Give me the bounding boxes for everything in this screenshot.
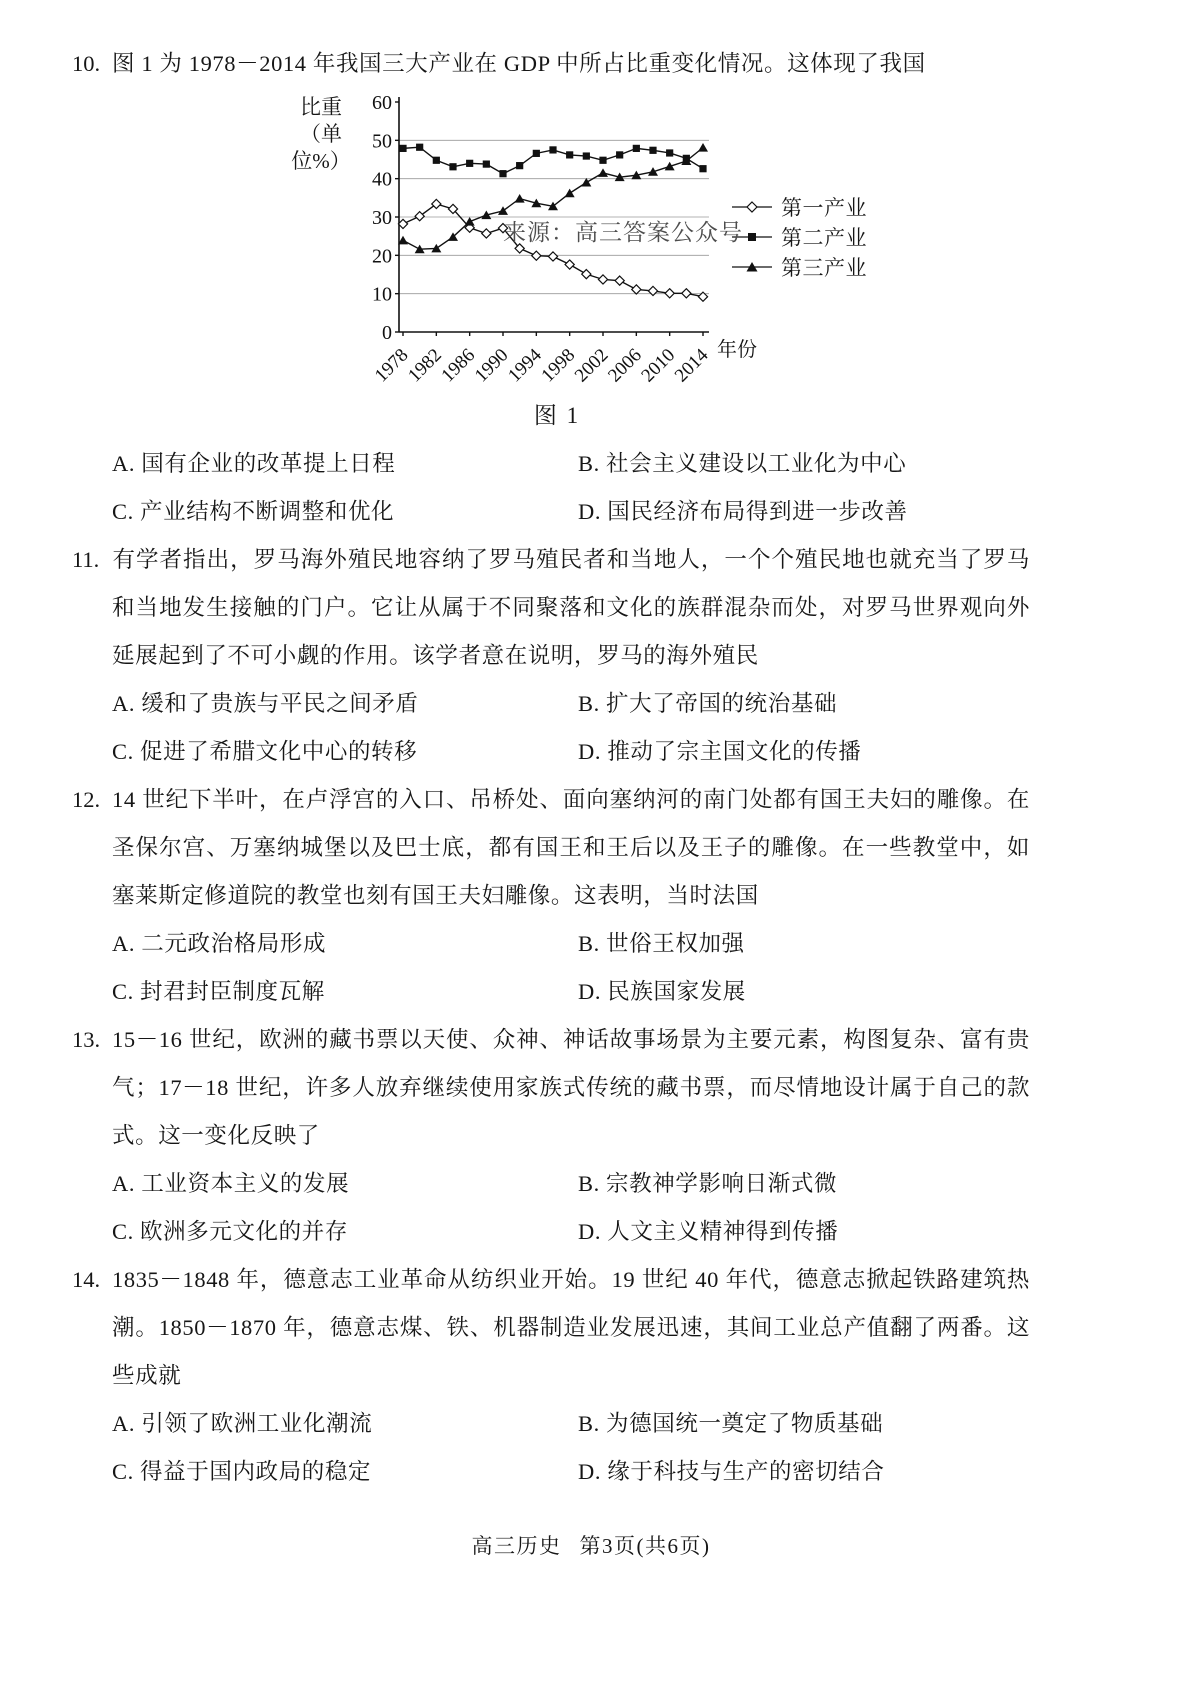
svg-text:2006: 2006 <box>604 344 646 387</box>
svg-text:40: 40 <box>372 168 392 191</box>
svg-text:1982: 1982 <box>404 344 446 387</box>
option-d: D. 国民经济布局得到进一步改善 <box>578 499 908 524</box>
question-number: 14. <box>72 1267 101 1292</box>
option-b: B. 社会主义建设以工业化为中心 <box>578 451 907 476</box>
svg-text:10: 10 <box>372 283 392 306</box>
question-stem-text: 15－16 世纪，欧洲的藏书票以天使、众神、神话故事场景为主要元素，构图复杂、富有贵气；17－18 世纪，许多人放弃继续使用家族式传统的藏书票，而尽情地设计属于自己的款式。这一变化反映了 <box>112 1027 1030 1148</box>
question-stem-text: 14 世纪下半叶，在卢浮宫的入口、吊桥处、面向塞纳河的南门处都有国王夫妇的雕像。在圣保尔宫、万塞纳城堡以及巴士底，都有国王和王后以及王子的雕像。在一些教堂中，如塞莱斯定修道院的教堂也刻有国王夫妇雕像。这表明，当时法国 <box>112 787 1030 908</box>
legend-label: 第二产业 <box>781 226 867 250</box>
figure-caption: 图 1 <box>533 403 581 428</box>
option-c: C. 产业结构不断调整和优化 <box>112 499 395 524</box>
question-stem-text: 图 1 为 1978－2014 年我国三大产业在 GDP 中所占比重变化情况。这体现了我国 <box>112 51 926 76</box>
options-question-11 <box>112 680 1052 776</box>
option-a: A. 工业资本主义的发展 <box>112 1171 350 1196</box>
svg-text:2010: 2010 <box>637 344 680 387</box>
svg-text:20: 20 <box>372 245 392 268</box>
question-14 <box>72 1256 1110 1496</box>
svg-text:2002: 2002 <box>570 344 613 387</box>
options-question-13 <box>112 1160 1052 1256</box>
question-13 <box>72 1016 1110 1256</box>
question-stem <box>72 40 1030 88</box>
option-c: C. 封君封臣制度瓦解 <box>112 979 325 1004</box>
question-number: 10. <box>72 51 101 76</box>
svg-text:2014: 2014 <box>670 344 713 387</box>
legend-label: 第一产业 <box>781 196 867 220</box>
question-stem-text: 有学者指出，罗马海外殖民地容纳了罗马殖民者和当地人，一个个殖民地也就充当了罗马和当地发生接触的门户。它让从属于不同聚落和文化的族群混杂而处，对罗马世界观向外延展起到了不可小觑的作用。该学者意在说明，罗马的海外殖民 <box>112 547 1030 668</box>
question-10 <box>72 40 1110 536</box>
option-b: B. 扩大了帝国的统治基础 <box>578 691 838 716</box>
question-number: 12. <box>72 787 101 812</box>
option-a: A. 引领了欧洲工业化潮流 <box>112 1411 373 1436</box>
question-11 <box>72 536 1110 776</box>
question-12 <box>72 776 1110 1016</box>
svg-text:30: 30 <box>372 207 392 229</box>
option-d: D. 人文主义精神得到传播 <box>578 1219 839 1244</box>
footer-page: 第3页(共6页) <box>579 1534 711 1558</box>
question-stem-text: 1835－1848 年，德意志工业革命从纺织业开始。19 世纪 40 年代，德意志掀起铁路建筑热潮。1850－1870 年，德意志煤、铁、机器制造业发展迅速，其间工业总产值翻了两番。这些成就 <box>112 1267 1030 1388</box>
svg-text:50: 50 <box>372 130 392 153</box>
page-footer <box>72 1522 1110 1570</box>
question-number: 11. <box>72 547 100 572</box>
question-stem <box>72 536 1030 680</box>
svg-text:60: 60 <box>372 92 392 114</box>
svg-text:1990: 1990 <box>470 344 513 387</box>
option-b: B. 世俗王权加强 <box>578 931 745 956</box>
legend-item-secondary <box>732 222 867 252</box>
options-question-12 <box>112 920 1052 1016</box>
y-axis-title: 比重 （单位%） <box>291 95 351 173</box>
legend-diamond-icon <box>732 200 772 214</box>
svg-text:1998: 1998 <box>537 344 580 387</box>
option-c: C. 欧洲多元文化的并存 <box>112 1219 348 1244</box>
legend-label: 第三产业 <box>781 256 867 280</box>
option-a: A. 缓和了贵族与平民之间矛盾 <box>112 691 419 716</box>
legend-item-tertiary <box>732 252 867 282</box>
option-b: B. 为德国统一奠定了物质基础 <box>578 1411 884 1436</box>
question-stem <box>72 776 1030 920</box>
svg-text:1978: 1978 <box>370 344 413 387</box>
svg-text:0: 0 <box>382 322 392 344</box>
legend-triangle-icon <box>732 260 772 274</box>
question-number: 13. <box>72 1027 101 1052</box>
legend-item-primary <box>732 192 867 222</box>
option-d: D. 推动了宗主国文化的传播 <box>578 739 862 764</box>
options-question-14 <box>112 1400 1052 1496</box>
option-c: C. 得益于国内政局的稳定 <box>112 1459 372 1484</box>
svg-text:年份: 年份 <box>717 339 757 361</box>
option-b: B. 宗教神学影响日渐式微 <box>578 1171 838 1196</box>
svg-text:1994: 1994 <box>504 344 546 387</box>
watermark: 来源：高三答案公众号 <box>503 220 743 245</box>
option-a: A. 国有企业的改革提上日程 <box>112 451 396 476</box>
chart-area <box>277 88 1177 392</box>
question-stem <box>72 1016 1030 1160</box>
svg-text:1986: 1986 <box>437 344 480 387</box>
option-d: D. 民族国家发展 <box>578 979 746 1004</box>
option-c: C. 促进了希腊文化中心的转移 <box>112 739 418 764</box>
footer-course: 高三历史 <box>471 1534 562 1558</box>
chart-figure <box>72 88 1110 440</box>
option-a: A. 二元政治格局形成 <box>112 931 327 956</box>
options-question-10 <box>112 440 1052 536</box>
option-d: D. 缘于科技与生产的密切结合 <box>578 1459 885 1484</box>
chart-legend <box>732 192 867 282</box>
question-stem <box>72 1256 1030 1400</box>
